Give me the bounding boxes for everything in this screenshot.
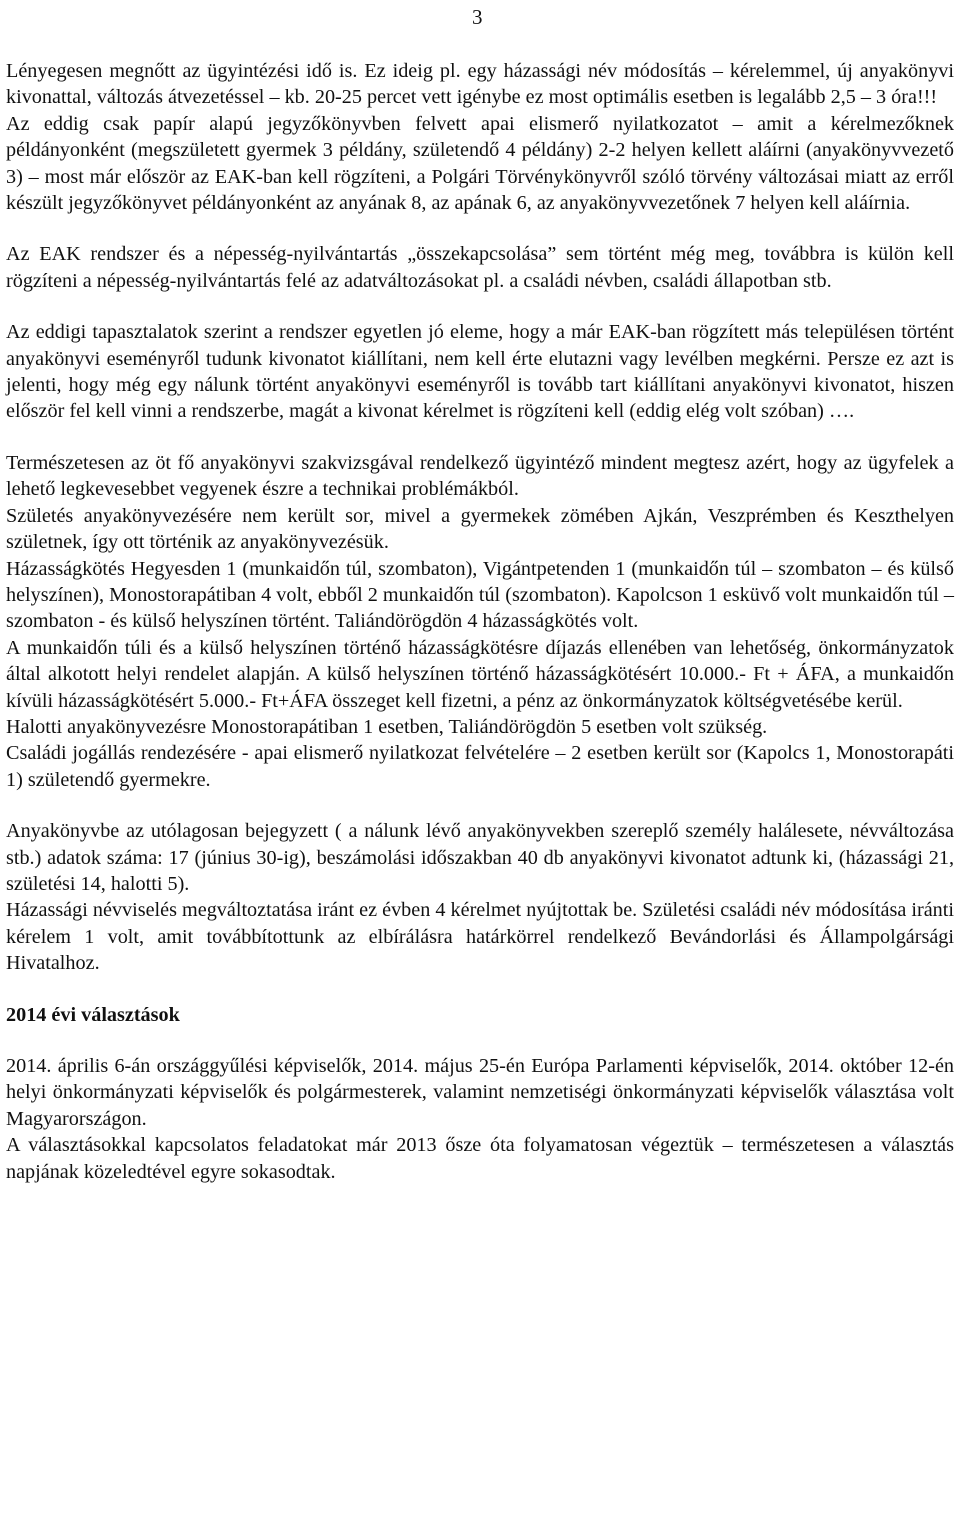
paragraph-births: Születés anyakönyvezésére nem került sor, mivel a gyermekek zömében Ajkán, Veszprémben és Keszthelyen születnek, így ott történik az anyakönyvezésük. (6, 504, 954, 554)
paragraph-family-status: Családi jogállás rendezésére - apai elismerő nyilatkozat felvételére – 2 esetben került sor (Kapolcs 1, Monostorapáti 1) születendő gyermekre. (6, 742, 954, 791)
page-number: 3 (472, 5, 483, 29)
paragraph-processing-time: Lényegesen megnőtt az ügyintézési idő is. Ez ideig pl. egy házassági név módosítás – kérelemmel, új anyakönyvi kivonattal, változás átvezetéssel – kb. 20-25 percet vett igénybe ez most optimális esetben is legalább 2,5 – 3 óra!!! (6, 60, 954, 109)
section-heading-elections: 2014 évi választások (6, 1003, 180, 1026)
paragraph-marriages: Házasságkötés Hegyesden 1 (munkaidőn túl, szombaton), Vigántpetenden 1 (munkaidőn túl – szombaton – és külső helyszínen), Monostorapátiban 4 volt, ebből 2 munkaidőn túl (szombaton). Kapolcson 1 esküvő volt munkaidőn túl – szombaton - és külső helyszínen történt. Taliándörögdön 4 házasságkötés volt. (6, 557, 954, 633)
paragraph-registry-entries: Anyakönyvbe az utólagosan bejegyzett ( a nálunk lévő anyakönyvekben szereplő személy halálesete, névváltozása stb.) adatok száma: 17 (június 30-ig), beszámolási időszakban 40 db anyakönyvi kivonatot adtunk ki, (házassági 21, születési 14, halotti 5). (6, 820, 954, 895)
paragraph-marriage-fees: A munkaidőn túli és a külső helyszínen történő házasságkötésre díjazás ellenében van lehetőség, önkormányzatok által alkotott helyi rendelet alapján. A külső helyszínen történő házasságkötésért 10.000.- Ft + ÁFA, a munkaidőn kívüli házasságkötésért 5.000.- Ft+ÁFA összeget kell fizetni, a pénz az önkormányzatok költségvetésébe kerül. (6, 636, 954, 712)
paragraph-paternity-declaration: Az eddig csak papír alapú jegyzőkönyvben felvett apai elismerő nyilatkozatot – amit a kérelmezőknek példányonként (megszületett gyermek 3 példány, születendő 4 példány) 2-2 helyen kellett aláírni (anyakönyvvezető 3) – most már először az EAK-ban kell rögzíteni, a Polgári Törvénykönyvről szóló törvény változásai miatt az erről készült jegyzőkönyvet példányonként az anyának 8, az apának 6, az anyakönyvvezetőnek 7 helyen kell aláírnia. (6, 112, 954, 215)
paragraph-staff: Természetesen az öt fő anyakönyvi szakvizsgával rendelkező ügyintéző mindent megtesz azért, hogy az ügyfelek a lehető legkevesebbet vegyenek észre a technikai problémákból. (6, 451, 954, 501)
paragraph-experience: Az eddigi tapasztalatok szerint a rendszer egyetlen jó eleme, hogy a már EAK-ban rögzített más településen történt anyakönyvi eseményről tudunk kivonatot kiállítani, nem kell érte elutazni vagy levélben megkérni. Persze ez azt is jelenti, hogy még egy nálunk történt anyakönyvi eseményről is tovább tart kiállítani anyakönyvi kivonatot, hiszen először fel kell vinni a rendszerbe, magát a kivonat kérelmet is rögzíteni kell (eddig elég volt szóban) …. (6, 321, 954, 423)
paragraph-elections-2014: 2014. április 6-án országgyűlési képviselők, 2014. május 25-én Európa Parlamenti képviselők, 2014. október 12-én helyi önkormányzati képviselők és polgármesterek, valamint nemzetiségi önkormányzati képviselők választása volt Magyarországon. (6, 1055, 954, 1130)
paragraph-name-changes: Házassági névviselés megváltoztatása iránt ez évben 4 kérelmet nyújtottak be. Születési családi név módosítása iránti kérelem 1 volt, amit továbbítottunk az elbírálásra határkörrel rendelkező Bevándorlási és Állampolgársági Hivatalhoz. (6, 899, 954, 975)
paragraph-election-tasks: A választásokkal kapcsolatos feladatokat már 2013 ősze óta folyamatosan végeztük – természetesen a választás napjának közeledtével egyre sokasodtak. (6, 1134, 954, 1183)
paragraph-deaths: Halotti anyakönyvezésre Monostorapátiban 1 esetben, Taliándörögdön 5 esetben volt szükség. (6, 715, 768, 738)
paragraph-eak-linkage: Az EAK rendszer és a népesség-nyilvántartás „összekapcsolása” sem történt még meg, továbbra is külön kell rögzíteni a népesség-nyilvántartás felé az adatváltozásokat pl. a családi névben, családi állapotban stb. (6, 243, 954, 292)
